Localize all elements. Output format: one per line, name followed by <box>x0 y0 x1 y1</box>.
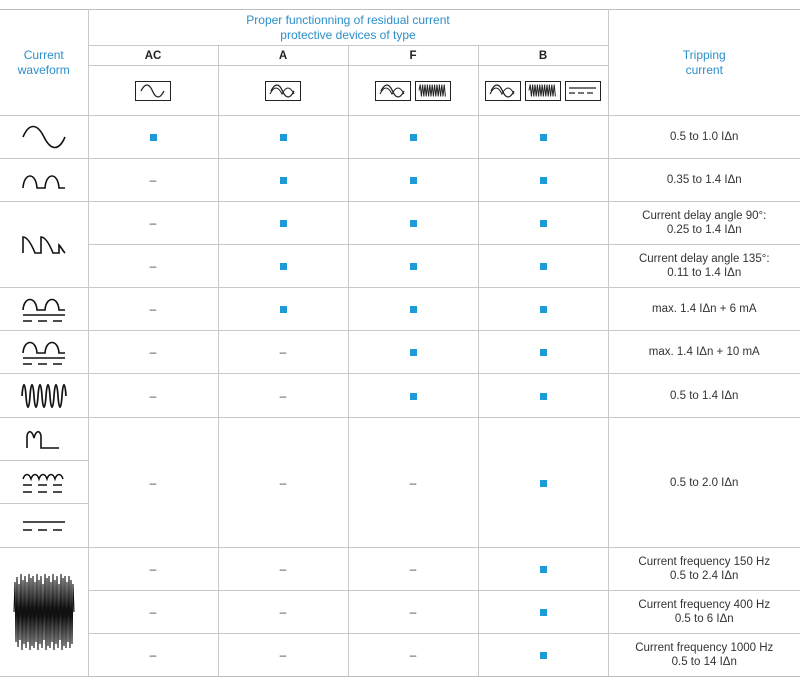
tripping-current-header: Tripping current <box>608 10 800 116</box>
supported-marker <box>540 306 547 313</box>
three-phase-ripple-icon <box>0 461 88 504</box>
cell-ac: – <box>88 331 218 374</box>
type-f-symbol <box>348 66 478 116</box>
type-a-symbol <box>218 66 348 116</box>
cell-b <box>478 202 608 245</box>
type-ac-label: AC <box>88 46 218 66</box>
cell-ac: – <box>88 245 218 288</box>
supported-marker <box>540 220 547 227</box>
pulsating-dc-icon <box>265 81 301 101</box>
tripping-value: 0.5 to 1.4 IΔn <box>608 374 800 418</box>
table-row <box>0 591 800 634</box>
supported-marker <box>410 134 417 141</box>
cell-b <box>478 288 608 331</box>
dc-waveform-group <box>0 418 88 548</box>
table-row <box>0 202 800 245</box>
phase-cut-pulse-icon <box>0 202 88 288</box>
cell-a <box>218 288 348 331</box>
cell-a <box>218 245 348 288</box>
pulsating-dc-icon <box>485 81 521 101</box>
cell-b <box>478 418 608 548</box>
table-row <box>0 245 800 288</box>
supported-marker <box>540 652 547 659</box>
supported-marker <box>280 177 287 184</box>
ac-sine-icon <box>135 81 171 101</box>
tripping-value: max. 1.4 IΔn + 10 mA <box>608 331 800 374</box>
cell-f <box>348 288 478 331</box>
table-row <box>0 159 800 202</box>
cell-a: – <box>218 548 348 591</box>
supported-marker <box>410 177 417 184</box>
cell-a: – <box>218 374 348 418</box>
supported-marker <box>280 263 287 270</box>
cell-f: – <box>348 548 478 591</box>
cell-f <box>348 245 478 288</box>
cell-ac: – <box>88 634 218 677</box>
cell-ac: – <box>88 288 218 331</box>
two-pulse-icon <box>0 418 88 461</box>
cell-ac: – <box>88 591 218 634</box>
supported-marker <box>280 306 287 313</box>
table-row <box>0 288 800 331</box>
type-b-label: B <box>478 46 608 66</box>
table-row <box>0 548 800 591</box>
supported-marker <box>280 220 287 227</box>
type-f-label: F <box>348 46 478 66</box>
supported-marker <box>280 134 287 141</box>
table-row <box>0 374 800 418</box>
supported-marker <box>540 134 547 141</box>
pulse-with-dc-icon <box>0 288 88 331</box>
tripping-value: Current delay angle 90°: 0.25 to 1.4 IΔn <box>608 202 800 245</box>
cell-b <box>478 159 608 202</box>
table-row <box>0 634 800 677</box>
supported-marker <box>410 349 417 356</box>
supported-marker <box>410 393 417 400</box>
table-row <box>0 418 800 548</box>
cell-b <box>478 374 608 418</box>
tripping-value: Current frequency 150 Hz 0.5 to 2.4 IΔn <box>608 548 800 591</box>
cell-f <box>348 202 478 245</box>
cell-a <box>218 159 348 202</box>
cell-f: – <box>348 591 478 634</box>
smooth-dc-waveform-icon <box>0 504 88 547</box>
proper-functioning-header: Proper functionning of residual current protective devices of type <box>88 10 608 46</box>
cell-a: – <box>218 634 348 677</box>
tripping-value: Current frequency 1000 Hz 0.5 to 14 IΔn <box>608 634 800 677</box>
cell-ac: – <box>88 159 218 202</box>
type-a-label: A <box>218 46 348 66</box>
tripping-value: Current delay angle 135°: 0.11 to 1.4 IΔn <box>608 245 800 288</box>
cell-a <box>218 116 348 159</box>
cell-a: – <box>218 418 348 548</box>
supported-marker <box>410 263 417 270</box>
supported-marker <box>410 306 417 313</box>
cell-f <box>348 374 478 418</box>
sine-waveform-icon <box>0 116 88 159</box>
cell-b <box>478 634 608 677</box>
cell-f: – <box>348 634 478 677</box>
cell-a <box>218 202 348 245</box>
current-waveform-header: Current waveform <box>0 10 88 116</box>
supported-marker <box>540 566 547 573</box>
cell-f: – <box>348 418 478 548</box>
table-row <box>0 116 800 159</box>
cell-b <box>478 116 608 159</box>
tripping-value: Current frequency 400 Hz 0.5 to 6 IΔn <box>608 591 800 634</box>
supported-marker <box>540 480 547 487</box>
cell-ac: – <box>88 374 218 418</box>
rcd-type-table <box>0 9 800 677</box>
cell-b <box>478 591 608 634</box>
tripping-value: max. 1.4 IΔn + 6 mA <box>608 288 800 331</box>
cell-a: – <box>218 331 348 374</box>
supported-marker <box>540 609 547 616</box>
mixed-frequency-icon <box>415 81 451 101</box>
mixed-frequency-waveform-icon <box>0 374 88 418</box>
cell-f <box>348 159 478 202</box>
cell-ac: – <box>88 202 218 245</box>
tripping-value: 0.5 to 2.0 IΔn <box>608 418 800 548</box>
cell-f <box>348 116 478 159</box>
cell-b <box>478 245 608 288</box>
table-row <box>0 331 800 374</box>
mixed-frequency-icon <box>525 81 561 101</box>
half-wave-pulse-icon <box>0 159 88 202</box>
supported-marker <box>150 134 157 141</box>
supported-marker <box>540 393 547 400</box>
type-ac-symbol <box>88 66 218 116</box>
cell-f <box>348 331 478 374</box>
type-b-symbol <box>478 66 608 116</box>
cell-b <box>478 331 608 374</box>
tripping-value: 0.35 to 1.4 IΔn <box>608 159 800 202</box>
cell-b <box>478 548 608 591</box>
smooth-dc-icon <box>565 81 601 101</box>
supported-marker <box>540 349 547 356</box>
pulse-with-dc-icon <box>0 331 88 374</box>
high-frequency-waveform-icon <box>0 548 88 677</box>
cell-a: – <box>218 591 348 634</box>
supported-marker <box>540 263 547 270</box>
cell-ac <box>88 116 218 159</box>
pulsating-dc-icon <box>375 81 411 101</box>
tripping-value: 0.5 to 1.0 IΔn <box>608 116 800 159</box>
cell-ac: – <box>88 548 218 591</box>
supported-marker <box>540 177 547 184</box>
cell-ac: – <box>88 418 218 548</box>
supported-marker <box>410 220 417 227</box>
